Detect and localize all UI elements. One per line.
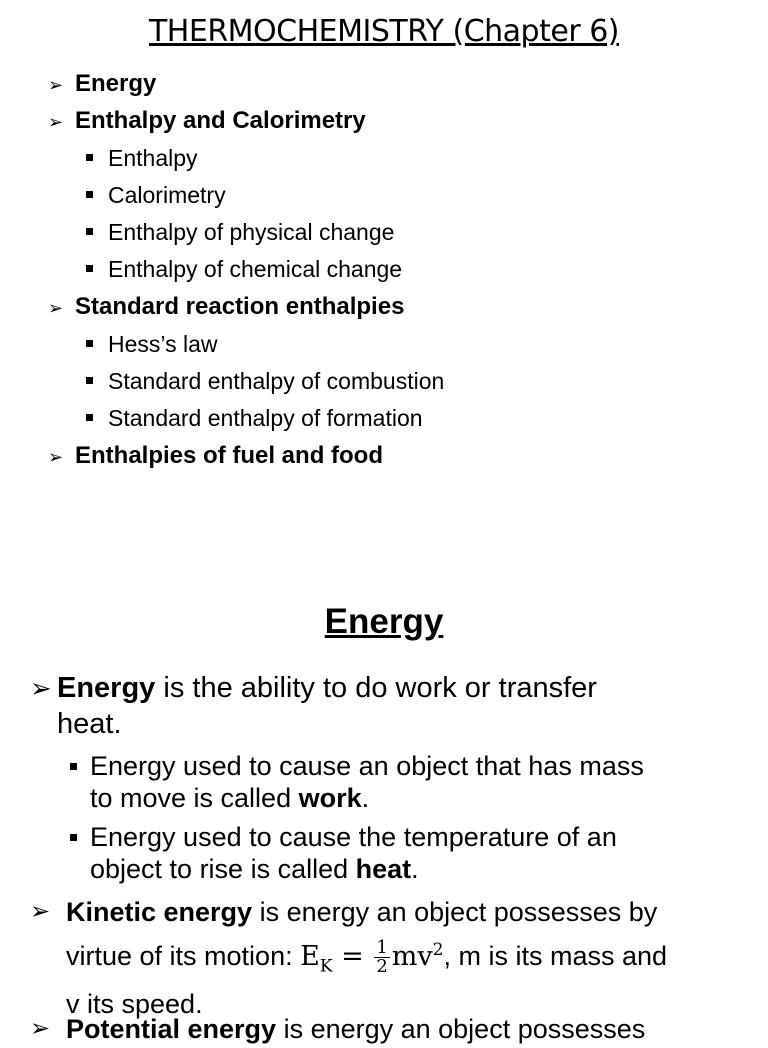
arrow-bullet-icon: ➢ <box>30 898 51 925</box>
outline-item-enthalpies-fuel-food: ➢ Enthalpies of fuel and food <box>48 442 383 469</box>
arrow-bullet-icon: ➢ <box>30 1015 51 1042</box>
arrow-bullet-icon: ➢ <box>48 75 64 95</box>
outline-subitem: Standard enthalpy of formation <box>86 405 423 432</box>
arrow-bullet-icon: ➢ <box>30 673 52 703</box>
outline-item-energy: ➢ Energy <box>48 70 157 97</box>
slide-outline <box>0 0 768 490</box>
square-bullet-icon <box>86 377 93 384</box>
outline-subitem: Calorimetry <box>86 182 226 209</box>
square-bullet-icon <box>70 834 77 841</box>
outline-item-standard-reaction-enthalpies: ➢ Standard reaction enthalpies <box>48 293 405 320</box>
square-bullet-icon <box>86 191 93 198</box>
square-bullet-icon <box>86 154 93 161</box>
kinetic-energy-formula: $E_K$ = $\frac{1}{2}$ $mv^2$ <box>300 937 444 977</box>
square-bullet-icon <box>86 340 93 347</box>
section-title: Energy <box>324 602 444 641</box>
outline-subitem: Hess’s law <box>86 331 218 358</box>
arrow-bullet-icon: ➢ <box>48 112 64 132</box>
potential-energy-definition: ➢ Potential energy is energy an object possesses <box>30 1010 766 1048</box>
arrow-bullet-icon: ➢ <box>48 298 64 318</box>
square-bullet-icon <box>86 228 93 235</box>
square-bullet-icon <box>86 265 93 272</box>
square-bullet-icon <box>86 414 93 421</box>
outline-subitem: Enthalpy <box>86 145 198 172</box>
heat-definition: Energy used to cause the temperature of an object to rise is called heat. <box>70 821 760 885</box>
outline-item-enthalpy-calorimetry: ➢ Enthalpy and Calorimetry <box>48 107 366 134</box>
energy-definition: ➢ Energy is the ability to do work or transfer heat. <box>30 672 597 740</box>
outline-subitem: Enthalpy of physical change <box>86 219 394 246</box>
square-bullet-icon <box>70 763 77 770</box>
outline-subitem: Enthalpy of chemical change <box>86 256 402 283</box>
slide-energy <box>0 560 768 1044</box>
arrow-bullet-icon: ➢ <box>48 447 64 467</box>
page-title: THERMOCHEMISTRY (Chapter 6) <box>148 14 619 49</box>
kinetic-energy-definition: ➢ Kinetic energy is energy an object possesses by virtue of its motion: $E_K$ = $\frac{1}{2}$ $mv^2$, m is its mass and v its speed. <box>30 893 766 1023</box>
outline-subitem: Standard enthalpy of combustion <box>86 368 444 395</box>
work-definition: Energy used to cause an object that has mass to move is called work. <box>70 750 760 814</box>
